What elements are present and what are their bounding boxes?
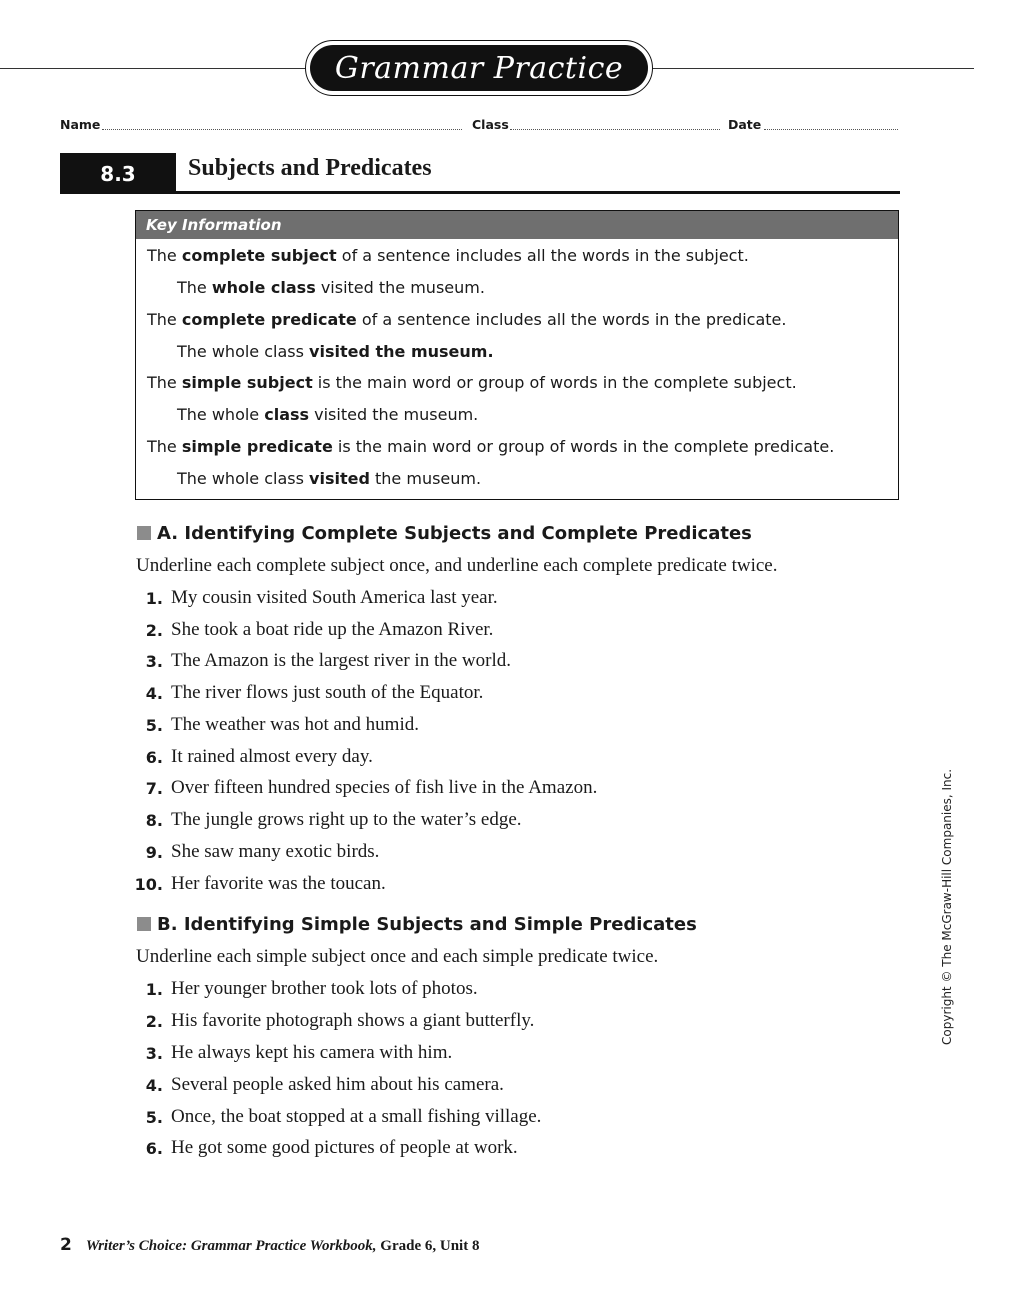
- part-b-instructions: Underline each simple subject once and each simple predicate twice.: [136, 946, 659, 967]
- grade-unit: Grade 6, Unit 8: [376, 1238, 480, 1254]
- exercise-item: 5. The weather was hot and humid.: [145, 714, 419, 735]
- part-a-heading: A. Identifying Complete Subjects and Complete Predicates: [137, 523, 752, 544]
- square-bullet-icon: [137, 917, 151, 931]
- student-info-row: [60, 117, 900, 135]
- exercise-item: 9. She saw many exotic birds.: [145, 841, 380, 862]
- date-field[interactable]: [764, 129, 898, 130]
- exercise-item: 6. He got some good pictures of people at work.: [145, 1137, 518, 1158]
- key-line: The simple predicate is the main word or group of words in the complete predicate.: [147, 437, 835, 456]
- exercise-item: 4. The river flows just south of the Equator.: [145, 682, 484, 703]
- copyright-notice: Copyright © The McGraw-Hill Companies, Inc.: [940, 768, 954, 1045]
- name-field[interactable]: [102, 129, 462, 130]
- key-information-heading: Key Information: [136, 211, 898, 239]
- class-label: Class: [472, 117, 509, 132]
- book-title: Writer’s Choice: Grammar Practice Workbook,: [85, 1238, 377, 1254]
- exercise-item: 4. Several people asked him about his camera.: [145, 1074, 504, 1095]
- exercise-item: 3. He always kept his camera with him.: [145, 1042, 453, 1063]
- class-field[interactable]: [510, 129, 720, 130]
- key-line: The complete subject of a sentence includes all the words in the subject.: [147, 246, 749, 265]
- exercise-item: 2. His favorite photograph shows a giant butterfly.: [145, 1010, 535, 1031]
- page-footer: [60, 1235, 479, 1255]
- exercise-item: 10. Her favorite was the toucan.: [134, 873, 386, 894]
- section-rule: [60, 191, 900, 194]
- key-line: The complete predicate of a sentence includes all the words in the predicate.: [147, 310, 787, 329]
- exercise-item: 5. Once, the boat stopped at a small fishing village.: [145, 1106, 542, 1127]
- exercise-item: 2. She took a boat ride up the Amazon River.: [145, 619, 494, 640]
- key-example: The whole class visited the museum.: [177, 405, 479, 424]
- square-bullet-icon: [137, 526, 151, 540]
- date-label: Date: [728, 117, 762, 132]
- key-information-box: [135, 210, 899, 500]
- header-rule-right: [650, 68, 974, 69]
- exercise-item: 1. My cousin visited South America last year.: [145, 587, 498, 608]
- key-example: The whole class visited the museum.: [177, 342, 494, 361]
- exercise-item: 6. It rained almost every day.: [145, 746, 373, 767]
- page-number: 2: [60, 1235, 72, 1255]
- key-example: The whole class visited the museum.: [177, 469, 482, 488]
- key-line: The simple subject is the main word or group of words in the complete subject.: [147, 373, 797, 392]
- exercise-item: 1. Her younger brother took lots of photos.: [145, 978, 478, 999]
- part-a-instructions: Underline each complete subject once, and underline each complete predicate twice.: [136, 555, 778, 576]
- exercise-item: 7. Over fifteen hundred species of fish live in the Amazon.: [145, 777, 598, 798]
- exercise-item: 3. The Amazon is the largest river in the world.: [145, 650, 511, 671]
- banner-title: Grammar Practice: [310, 45, 648, 91]
- part-b-heading: B. Identifying Simple Subjects and Simple Predicates: [137, 914, 697, 935]
- name-label: Name: [60, 117, 101, 132]
- section-title: Subjects and Predicates: [188, 155, 432, 181]
- section-number: 8.3: [60, 153, 176, 194]
- key-example: The whole class visited the museum.: [177, 278, 485, 297]
- header-rule-left: [0, 68, 310, 69]
- exercise-item: 8. The jungle grows right up to the water’s edge.: [145, 809, 522, 830]
